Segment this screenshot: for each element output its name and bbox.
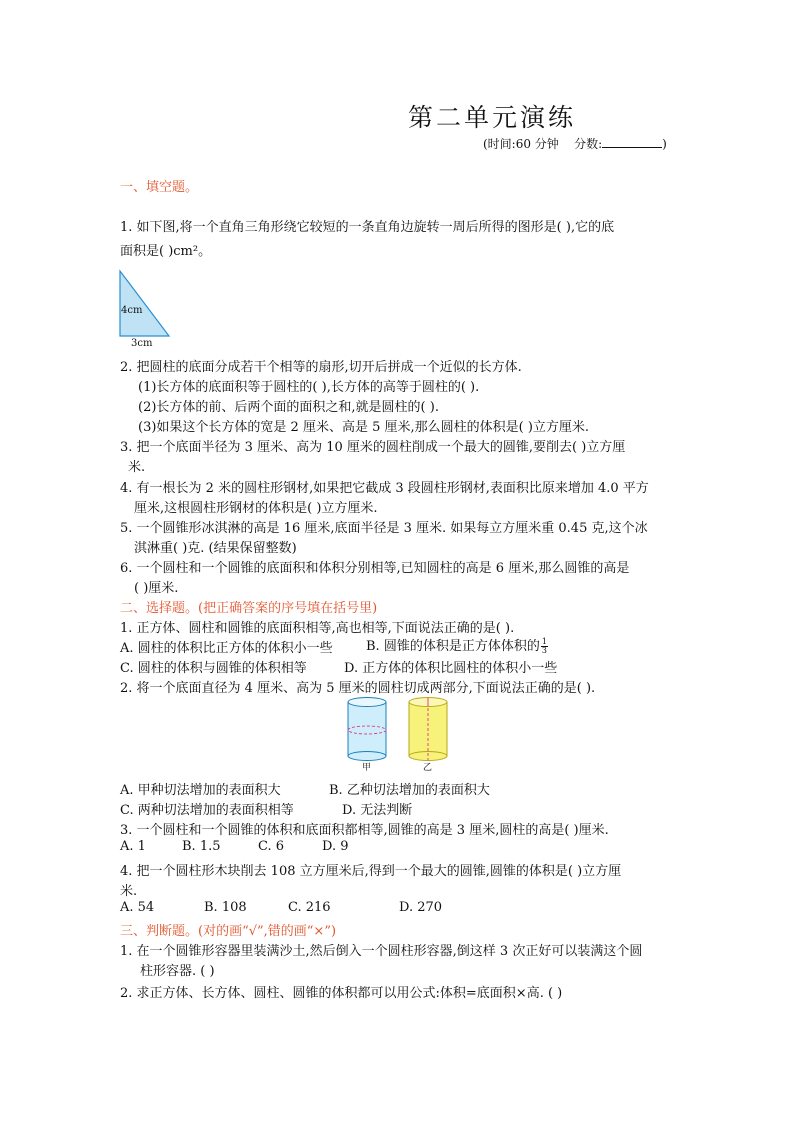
cylinder-a-label: 甲 xyxy=(362,763,372,773)
q1-3-line2: 米. xyxy=(128,460,146,475)
q2-4-option-d: D. 270 xyxy=(399,900,443,915)
q2-1-option-a: A. 圆柱的体积比正方体的体积小一些 xyxy=(120,641,333,656)
q1-2-sub2: (2)长方体的前、后两个面的面积之和,就是圆柱的( ). xyxy=(138,400,439,415)
triangle-shape xyxy=(120,271,169,336)
q3-1-line2: 柱形容器. ( ) xyxy=(140,964,215,979)
cylinders-figure xyxy=(338,694,458,774)
q2-3-line: 3. 一个圆柱和一个圆锥的体积和底面积都相等,圆锥的高是 3 厘米,圆柱的高是( )厘米. xyxy=(120,823,609,838)
one-third-fraction xyxy=(541,638,548,655)
q3-1-line1: 1. 在一个圆锥形容器里装满沙土,然后倒入一个圆柱形容器,倒这样 3 次正好可以装满这个圆 xyxy=(120,944,643,959)
section-2-heading: 二、选择题。(把正确答案的序号填在括号里) xyxy=(120,601,378,616)
q2-4-option-c: C. 216 xyxy=(288,900,331,915)
q1-4-line2: 厘米,这根圆柱形钢材的体积是( )立方厘米. xyxy=(134,501,378,516)
q2-3-option-b: B. 1.5 xyxy=(182,839,221,854)
q2-1-option-b-text: B. 圆锥的体积是正方体体积的 xyxy=(366,639,540,654)
q1-5-line1: 5. 一个圆锥形冰淇淋的高是 16 厘米,底面半径是 3 厘米. 如果每立方厘米重 0.45 克,这个冰 xyxy=(120,521,648,536)
q2-4-line1: 4. 把一个圆柱形木块削去 108 立方厘米后,得到一个最大的圆锥,圆锥的体积是( )立方厘 xyxy=(120,864,622,879)
q1-6-line2: ( )厘米. xyxy=(134,581,179,596)
time-score-line xyxy=(483,135,667,152)
time-label: (时间:60 分钟 xyxy=(483,137,559,151)
fraction-numerator: 1 xyxy=(541,637,547,646)
q1-5-line2: 淇淋重( )克. (结果保留整数) xyxy=(134,541,297,556)
q2-3-option-c: C. 6 xyxy=(258,839,285,854)
score-label: 分数: xyxy=(574,137,603,151)
q2-1-option-d: D. 正方体的体积比圆柱的体积小一些 xyxy=(344,661,558,676)
q2-3-option-a: A. 1 xyxy=(120,839,146,854)
q2-1-option-b xyxy=(366,635,548,655)
cylinder-b-label: 乙 xyxy=(423,763,433,773)
q2-4-option-a: A. 54 xyxy=(120,900,155,915)
section-1-heading: 一、填空题。 xyxy=(120,180,199,195)
q1-2-sub3: (3)如果这个长方体的宽是 2 厘米、高是 5 厘米,那么圆柱的体积是( )立方厘米. xyxy=(138,420,590,435)
right-triangle-figure xyxy=(115,266,177,348)
q2-4-line2: 米. xyxy=(120,884,138,899)
q2-4-option-b: B. 108 xyxy=(204,900,247,915)
cylinder-b xyxy=(409,698,447,761)
q1-3-line1: 3. 把一个底面半径为 3 厘米、高为 10 厘米的圆柱削成一个最大的圆锥,要削去( )立方厘 xyxy=(120,440,626,455)
cylinder-a xyxy=(348,698,386,761)
q2-2-option-b: B. 乙种切法增加的表面积大 xyxy=(329,783,490,798)
q1-2-line1: 2. 把圆柱的底面分成若干个相等的扇形,切开后拼成一个近似的长方体. xyxy=(120,360,522,375)
q2-1-option-c: C. 圆柱的体积与圆锥的体积相等 xyxy=(120,661,307,676)
q2-2-option-d: D. 无法判断 xyxy=(342,803,413,818)
score-blank xyxy=(602,137,662,148)
q1-1-line2: 面积是( )cm²。 xyxy=(120,244,212,259)
q2-2-option-a: A. 甲种切法增加的表面积大 xyxy=(120,783,281,798)
q1-6-line1: 6. 一个圆柱和一个圆锥的底面积和体积分别相等,已知圆柱的高是 6 厘米,那么圆锥的高是 xyxy=(120,561,630,576)
q1-4-line1: 4. 有一根长为 2 米的圆柱形钢材,如果把它截成 3 段圆柱形钢材,表面积比原来增加 4.0 平方 xyxy=(120,481,649,496)
q2-2-line: 2. 将一个底面直径为 4 厘米、高为 5 厘米的圆柱切成两部分,下面说法正确的是( ). xyxy=(120,681,596,696)
fraction-denominator: 3 xyxy=(541,646,547,655)
q3-2-line: 2. 求正方体、长方体、圆柱、圆锥的体积都可以用公式:体积=底面积×高. ( ) xyxy=(120,986,563,1001)
page-title: 第二单元演练 xyxy=(408,103,577,132)
time-score-close: ) xyxy=(662,137,667,151)
q1-1-line1: 1. 如下图,将一个直角三角形绕它较短的一条直角边旋转一周后所得的图形是( ),它的底 xyxy=(120,220,615,235)
section-3-heading: 三、判断题。(对的画“√”,错的画“×”) xyxy=(120,924,337,939)
q1-2-sub1: (1)长方体的底面积等于圆柱的( ),长方体的高等于圆柱的( ). xyxy=(138,380,480,395)
q2-1-line: 1. 正方体、圆柱和圆锥的底面积相等,高也相等,下面说法正确的是( ). xyxy=(120,621,515,636)
triangle-base-label: 3cm xyxy=(131,338,153,348)
triangle-height-label: 4cm xyxy=(121,305,143,316)
q2-3-option-d: D. 9 xyxy=(322,839,349,854)
q2-2-option-c: C. 两种切法增加的表面积相等 xyxy=(120,803,294,818)
